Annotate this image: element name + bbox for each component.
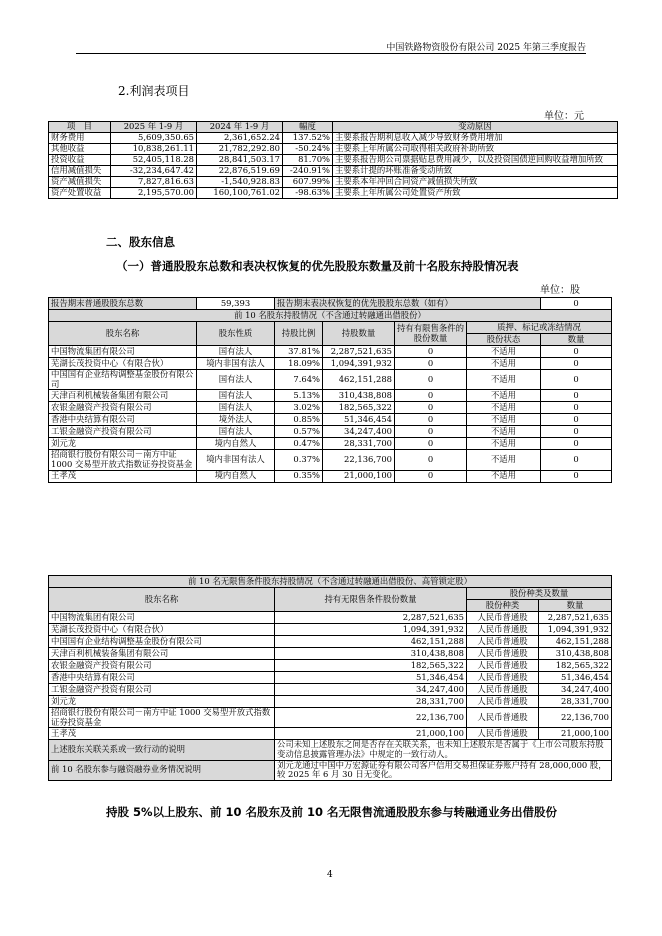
table-cell: 中国物流集团有限公司 — [49, 612, 275, 624]
unres-caption: 前 10 名无限售条件股东持股情况（不含通过转融通出借股份、高管锁定股） — [49, 576, 612, 588]
table-row — [49, 684, 612, 696]
table-cell: 人民币普通股 — [467, 624, 539, 636]
table-cell: 21,000,100 — [275, 728, 467, 740]
table-cell: 0.37% — [275, 450, 323, 470]
related-label: 上述股东关联关系或一致行动的说明 — [49, 740, 275, 760]
table-cell: 310,438,808 — [323, 390, 395, 402]
table-cell: 其他收益 — [49, 144, 111, 155]
table-cell: 境内非国有法人 — [197, 358, 275, 370]
table-cell: 人民币普通股 — [467, 672, 539, 684]
col-ratio: 持股比例 — [275, 322, 323, 346]
table-cell: 10,838,261.11 — [111, 144, 197, 155]
unit-label-shares: 单位：股 — [540, 285, 580, 296]
table-cell: 财务费用 — [49, 133, 111, 144]
col-restricted: 持有有限售条件的股份数量 — [395, 322, 467, 346]
table-cell: 2,287,521,635 — [539, 612, 612, 624]
table-cell: 22,876,519.69 — [197, 166, 283, 177]
pref-value: 0 — [541, 298, 612, 310]
table-cell: 34,247,400 — [539, 684, 612, 696]
table-cell: 34,247,400 — [323, 426, 395, 438]
margin-label: 前 10 名股东参与融资融券业务情况说明 — [49, 760, 275, 780]
table-cell: 0 — [541, 450, 612, 470]
col-status: 股份状态 — [467, 334, 541, 346]
table-cell: 1,094,391,932 — [323, 358, 395, 370]
table-cell: 国有法人 — [197, 370, 275, 390]
table-cell: 境内自然人 — [197, 470, 275, 482]
top10-caption: 前 10 名股东持股情况（不含通过转融通出借股份） — [49, 310, 612, 322]
unres-col-kind: 股份种类 — [467, 600, 539, 612]
table-cell: 国有法人 — [197, 426, 275, 438]
table-cell: 18.09% — [275, 358, 323, 370]
table-cell: 不适用 — [467, 438, 541, 450]
table-cell: 51,346,454 — [323, 414, 395, 426]
table-cell: 不适用 — [467, 370, 541, 390]
table-cell: 1,094,391,932 — [275, 624, 467, 636]
table-cell: 信用减值损失 — [49, 166, 111, 177]
table-cell: 462,151,288 — [539, 636, 612, 648]
table-cell: 中国国有企业结构调整基金股份有限公司 — [49, 636, 275, 648]
top10-table — [48, 297, 612, 483]
table-cell: 香港中央结算有限公司 — [49, 414, 197, 426]
table-cell: 芜湖长茂投资中心（有限合伙） — [49, 624, 275, 636]
table-cell: 7,827,816.63 — [111, 177, 197, 188]
table-cell: 不适用 — [467, 358, 541, 370]
table-cell: 34,247,400 — [275, 684, 467, 696]
table-cell: 境外法人 — [197, 414, 275, 426]
table-cell: 160,100,761.02 — [197, 188, 283, 199]
table-cell: 工银金融资产投资有限公司 — [49, 684, 275, 696]
table-cell: 2,287,521,635 — [323, 346, 395, 358]
table-row — [49, 144, 618, 155]
table-cell: 28,331,700 — [323, 438, 395, 450]
table-cell: 182,565,322 — [275, 660, 467, 672]
table-cell: 0.47% — [275, 438, 323, 450]
table-cell: 0.35% — [275, 470, 323, 482]
table-row — [49, 708, 612, 728]
table-row — [49, 624, 612, 636]
table-cell: 462,151,288 — [275, 636, 467, 648]
table-cell: 7.64% — [275, 370, 323, 390]
table-cell: 刘元龙 — [49, 438, 197, 450]
table-cell: 81.70% — [283, 155, 333, 166]
table-cell: 主要系上年所属公司取得相关政府补助所致 — [333, 144, 618, 155]
table-cell: 0 — [395, 370, 467, 390]
col-item: 项 目 — [49, 122, 111, 133]
table-cell: 香港中央结算有限公司 — [49, 672, 275, 684]
table-cell: 0 — [541, 414, 612, 426]
table-cell: 不适用 — [467, 470, 541, 482]
table-cell: 不适用 — [467, 450, 541, 470]
table-cell: 王孝茂 — [49, 470, 197, 482]
table-cell: 22,136,700 — [323, 450, 395, 470]
table-row — [49, 177, 618, 188]
table-cell: 主要系上年所属公司处置资产所致 — [333, 188, 618, 199]
table-row — [49, 414, 612, 426]
col-count: 数量 — [541, 334, 612, 346]
table-row — [49, 636, 612, 648]
table-cell: 主要系报告期公司票据贴息费用减少，以及投资国债逆回购收益增加所致 — [333, 155, 618, 166]
table-cell: 28,841,503.17 — [197, 155, 283, 166]
table-row — [49, 660, 612, 672]
table-cell: 21,000,100 — [323, 470, 395, 482]
total-row — [49, 298, 612, 310]
unres-col-kind-group: 股份种类及数量 — [467, 588, 612, 600]
table-cell: 不适用 — [467, 426, 541, 438]
table-row — [49, 672, 612, 684]
table-row — [49, 728, 612, 740]
col-reason: 变动原因 — [333, 122, 618, 133]
margin-text: 刘元龙通过中国中万宏源证券有限公司客户信用交易担保证券账户持有 28,000,000 股，较 2025 年 6 月 30 日无变化。 — [275, 760, 612, 780]
table-cell: 不适用 — [467, 346, 541, 358]
unres-caption-row — [49, 576, 612, 588]
table-cell: 21,782,292.80 — [197, 144, 283, 155]
table-cell: 不适用 — [467, 414, 541, 426]
table-cell: 137.52% — [283, 133, 333, 144]
unit-label-yuan: 单位：元 — [544, 111, 584, 122]
table-cell: 0 — [395, 390, 467, 402]
table-cell: 0 — [541, 438, 612, 450]
table-cell: 农银金融资产投资有限公司 — [49, 660, 275, 672]
table-cell: 0 — [395, 414, 467, 426]
table-cell: 28,331,700 — [275, 696, 467, 708]
table-row — [49, 133, 618, 144]
table-cell: 2,287,521,635 — [275, 612, 467, 624]
table-cell: 人民币普通股 — [467, 660, 539, 672]
table-cell: 人民币普通股 — [467, 728, 539, 740]
section-profit-title: 2.利润表项目 — [118, 84, 190, 98]
table-cell: 0 — [541, 470, 612, 482]
table-cell: 主要系报告期利息收入减少导致财务费用增加 — [333, 133, 618, 144]
table-cell: 人民币普通股 — [467, 648, 539, 660]
table-cell: 462,151,288 — [323, 370, 395, 390]
table-cell: -32,234,647.42 — [111, 166, 197, 177]
table-row — [49, 648, 612, 660]
profit-table — [48, 121, 618, 199]
col-qty: 持股数量 — [323, 322, 395, 346]
table-cell: 人民币普通股 — [467, 612, 539, 624]
table-cell: 22,136,700 — [539, 708, 612, 728]
table-cell: 0.57% — [275, 426, 323, 438]
table-cell: 0 — [541, 370, 612, 390]
table-cell: -98.63% — [283, 188, 333, 199]
table-cell: 182,565,322 — [539, 660, 612, 672]
total-value: 59,393 — [197, 298, 275, 310]
col-2024: 2024 年 1-9 月 — [197, 122, 283, 133]
table-cell: 境内非国有法人 — [197, 450, 275, 470]
table-row — [49, 450, 612, 470]
unres-col-count: 数量 — [539, 600, 612, 612]
table-cell: 国有法人 — [197, 402, 275, 414]
related-row — [49, 740, 612, 760]
page-number: 4 — [327, 870, 333, 880]
table-cell: 境内自然人 — [197, 438, 275, 450]
table-cell: 22,136,700 — [275, 708, 467, 728]
unres-col-qty: 持有无限售条件股份数量 — [275, 588, 467, 612]
table-cell: 607.99% — [283, 177, 333, 188]
col-nature: 股东性质 — [197, 322, 275, 346]
shareholder-heading: 二、股东信息 — [106, 235, 175, 249]
table-cell: 投资收益 — [49, 155, 111, 166]
table-row — [49, 470, 612, 482]
pref-label: 报告期末表决权恢复的优先股股东总数（如有） — [275, 298, 541, 310]
table-cell: 0.85% — [275, 414, 323, 426]
table-cell: 0 — [395, 450, 467, 470]
table-cell: 天津百利机械装备集团有限公司 — [49, 648, 275, 660]
unres-head-row-1 — [49, 588, 612, 600]
table-cell: 310,438,808 — [539, 648, 612, 660]
table-cell: 51,346,454 — [275, 672, 467, 684]
table-cell: 3.02% — [275, 402, 323, 414]
table-cell: 1,094,391,932 — [539, 624, 612, 636]
table-cell: 2,361,652.24 — [197, 133, 283, 144]
table-cell: 310,438,808 — [275, 648, 467, 660]
table-cell: 招商银行股份有限公司－南方中证 1000 交易型开放式指数证券投资基金 — [49, 708, 275, 728]
table-cell: 农银金融资产投资有限公司 — [49, 402, 197, 414]
table-cell: 0 — [395, 358, 467, 370]
table-cell: 芜湖长茂投资中心（有限合伙） — [49, 358, 197, 370]
table-row — [49, 188, 618, 199]
table-row — [49, 166, 618, 177]
table-cell: 主要系计提的坏账准备变动所致 — [333, 166, 618, 177]
table-cell: 5.13% — [275, 390, 323, 402]
table-cell: 人民币普通股 — [467, 684, 539, 696]
col-shareholder-name: 股东名称 — [49, 322, 197, 346]
table-cell: -1,540,928.83 — [197, 177, 283, 188]
table-row — [49, 346, 612, 358]
table-cell: 5,609,350.65 — [111, 133, 197, 144]
table-cell: 0 — [395, 346, 467, 358]
top10-caption-row — [49, 310, 612, 322]
table-row — [49, 370, 612, 390]
table-row — [49, 390, 612, 402]
header-rule — [76, 53, 586, 54]
table-cell: 主要系本年冲回合同资产减值损失所致 — [333, 177, 618, 188]
col-change: 幅度 — [283, 122, 333, 133]
table-cell: 不适用 — [467, 402, 541, 414]
table-cell: 人民币普通股 — [467, 696, 539, 708]
total-label: 报告期末普通股股东总数 — [49, 298, 197, 310]
table-row — [49, 402, 612, 414]
table-cell: 0 — [541, 346, 612, 358]
col-pledge: 质押、标记或冻结情况 — [467, 322, 612, 334]
table-row — [49, 438, 612, 450]
table-cell: 刘元龙 — [49, 696, 275, 708]
shareholder-subheading: （一）普通股股东总数和表决权恢复的优先股股东数量及前十名股东持股情况表 — [116, 259, 519, 273]
profit-table-header — [49, 122, 618, 133]
bottom-heading: 持股 5%以上股东、前 10 名股东及前 10 名无限售流通股股东参与转融通业务出借股份 — [106, 805, 558, 819]
table-cell: 28,331,700 — [539, 696, 612, 708]
table-row — [49, 612, 612, 624]
table-cell: 中国国有企业结构调整基金股份有限公司 — [49, 370, 197, 390]
table-cell: 不适用 — [467, 390, 541, 402]
unres-col-name: 股东名称 — [49, 588, 275, 612]
table-cell: 0 — [395, 438, 467, 450]
page-header: 中国铁路物资股份有限公司 2025 年第三季度报告 — [386, 43, 586, 53]
table-cell: 0 — [395, 470, 467, 482]
table-cell: 资产处置收益 — [49, 188, 111, 199]
table-row — [49, 358, 612, 370]
table-row — [49, 155, 618, 166]
table-row — [49, 426, 612, 438]
col-2025: 2025 年 1-9 月 — [111, 122, 197, 133]
table-cell: 国有法人 — [197, 390, 275, 402]
table-cell: 37.81% — [275, 346, 323, 358]
table-cell: 0 — [395, 426, 467, 438]
unrestricted-table — [48, 575, 612, 781]
margin-row — [49, 760, 612, 780]
table-row — [49, 696, 612, 708]
table-cell: -240.91% — [283, 166, 333, 177]
table-cell: 工银金融资产投资有限公司 — [49, 426, 197, 438]
table-cell: 人民币普通股 — [467, 636, 539, 648]
table-cell: 中国物流集团有限公司 — [49, 346, 197, 358]
table-cell: -50.24% — [283, 144, 333, 155]
table-cell: 0 — [541, 358, 612, 370]
table-cell: 182,565,322 — [323, 402, 395, 414]
table-cell: 0 — [541, 426, 612, 438]
table-cell: 0 — [395, 402, 467, 414]
table-cell: 52,405,118.28 — [111, 155, 197, 166]
table-cell: 51,346,454 — [539, 672, 612, 684]
table-cell: 0 — [541, 402, 612, 414]
table-cell: 资产减值损失 — [49, 177, 111, 188]
top10-head-row-1 — [49, 322, 612, 334]
table-cell: 0 — [541, 390, 612, 402]
table-cell: 国有法人 — [197, 346, 275, 358]
table-cell: 人民币普通股 — [467, 708, 539, 728]
table-cell: 21,000,100 — [539, 728, 612, 740]
table-cell: 天津百利机械装备集团有限公司 — [49, 390, 197, 402]
table-cell: 2,195,570.00 — [111, 188, 197, 199]
table-cell: 招商银行股份有限公司－南方中证 1000 交易型开放式指数证券投资基金 — [49, 450, 197, 470]
table-cell: 王孝茂 — [49, 728, 275, 740]
related-text: 公司未知上述股东之间是否存在关联关系，也未知上述股东是否属于《上市公司股东持股变动信息披露管理办法》中规定的一致行动人。 — [275, 740, 612, 760]
